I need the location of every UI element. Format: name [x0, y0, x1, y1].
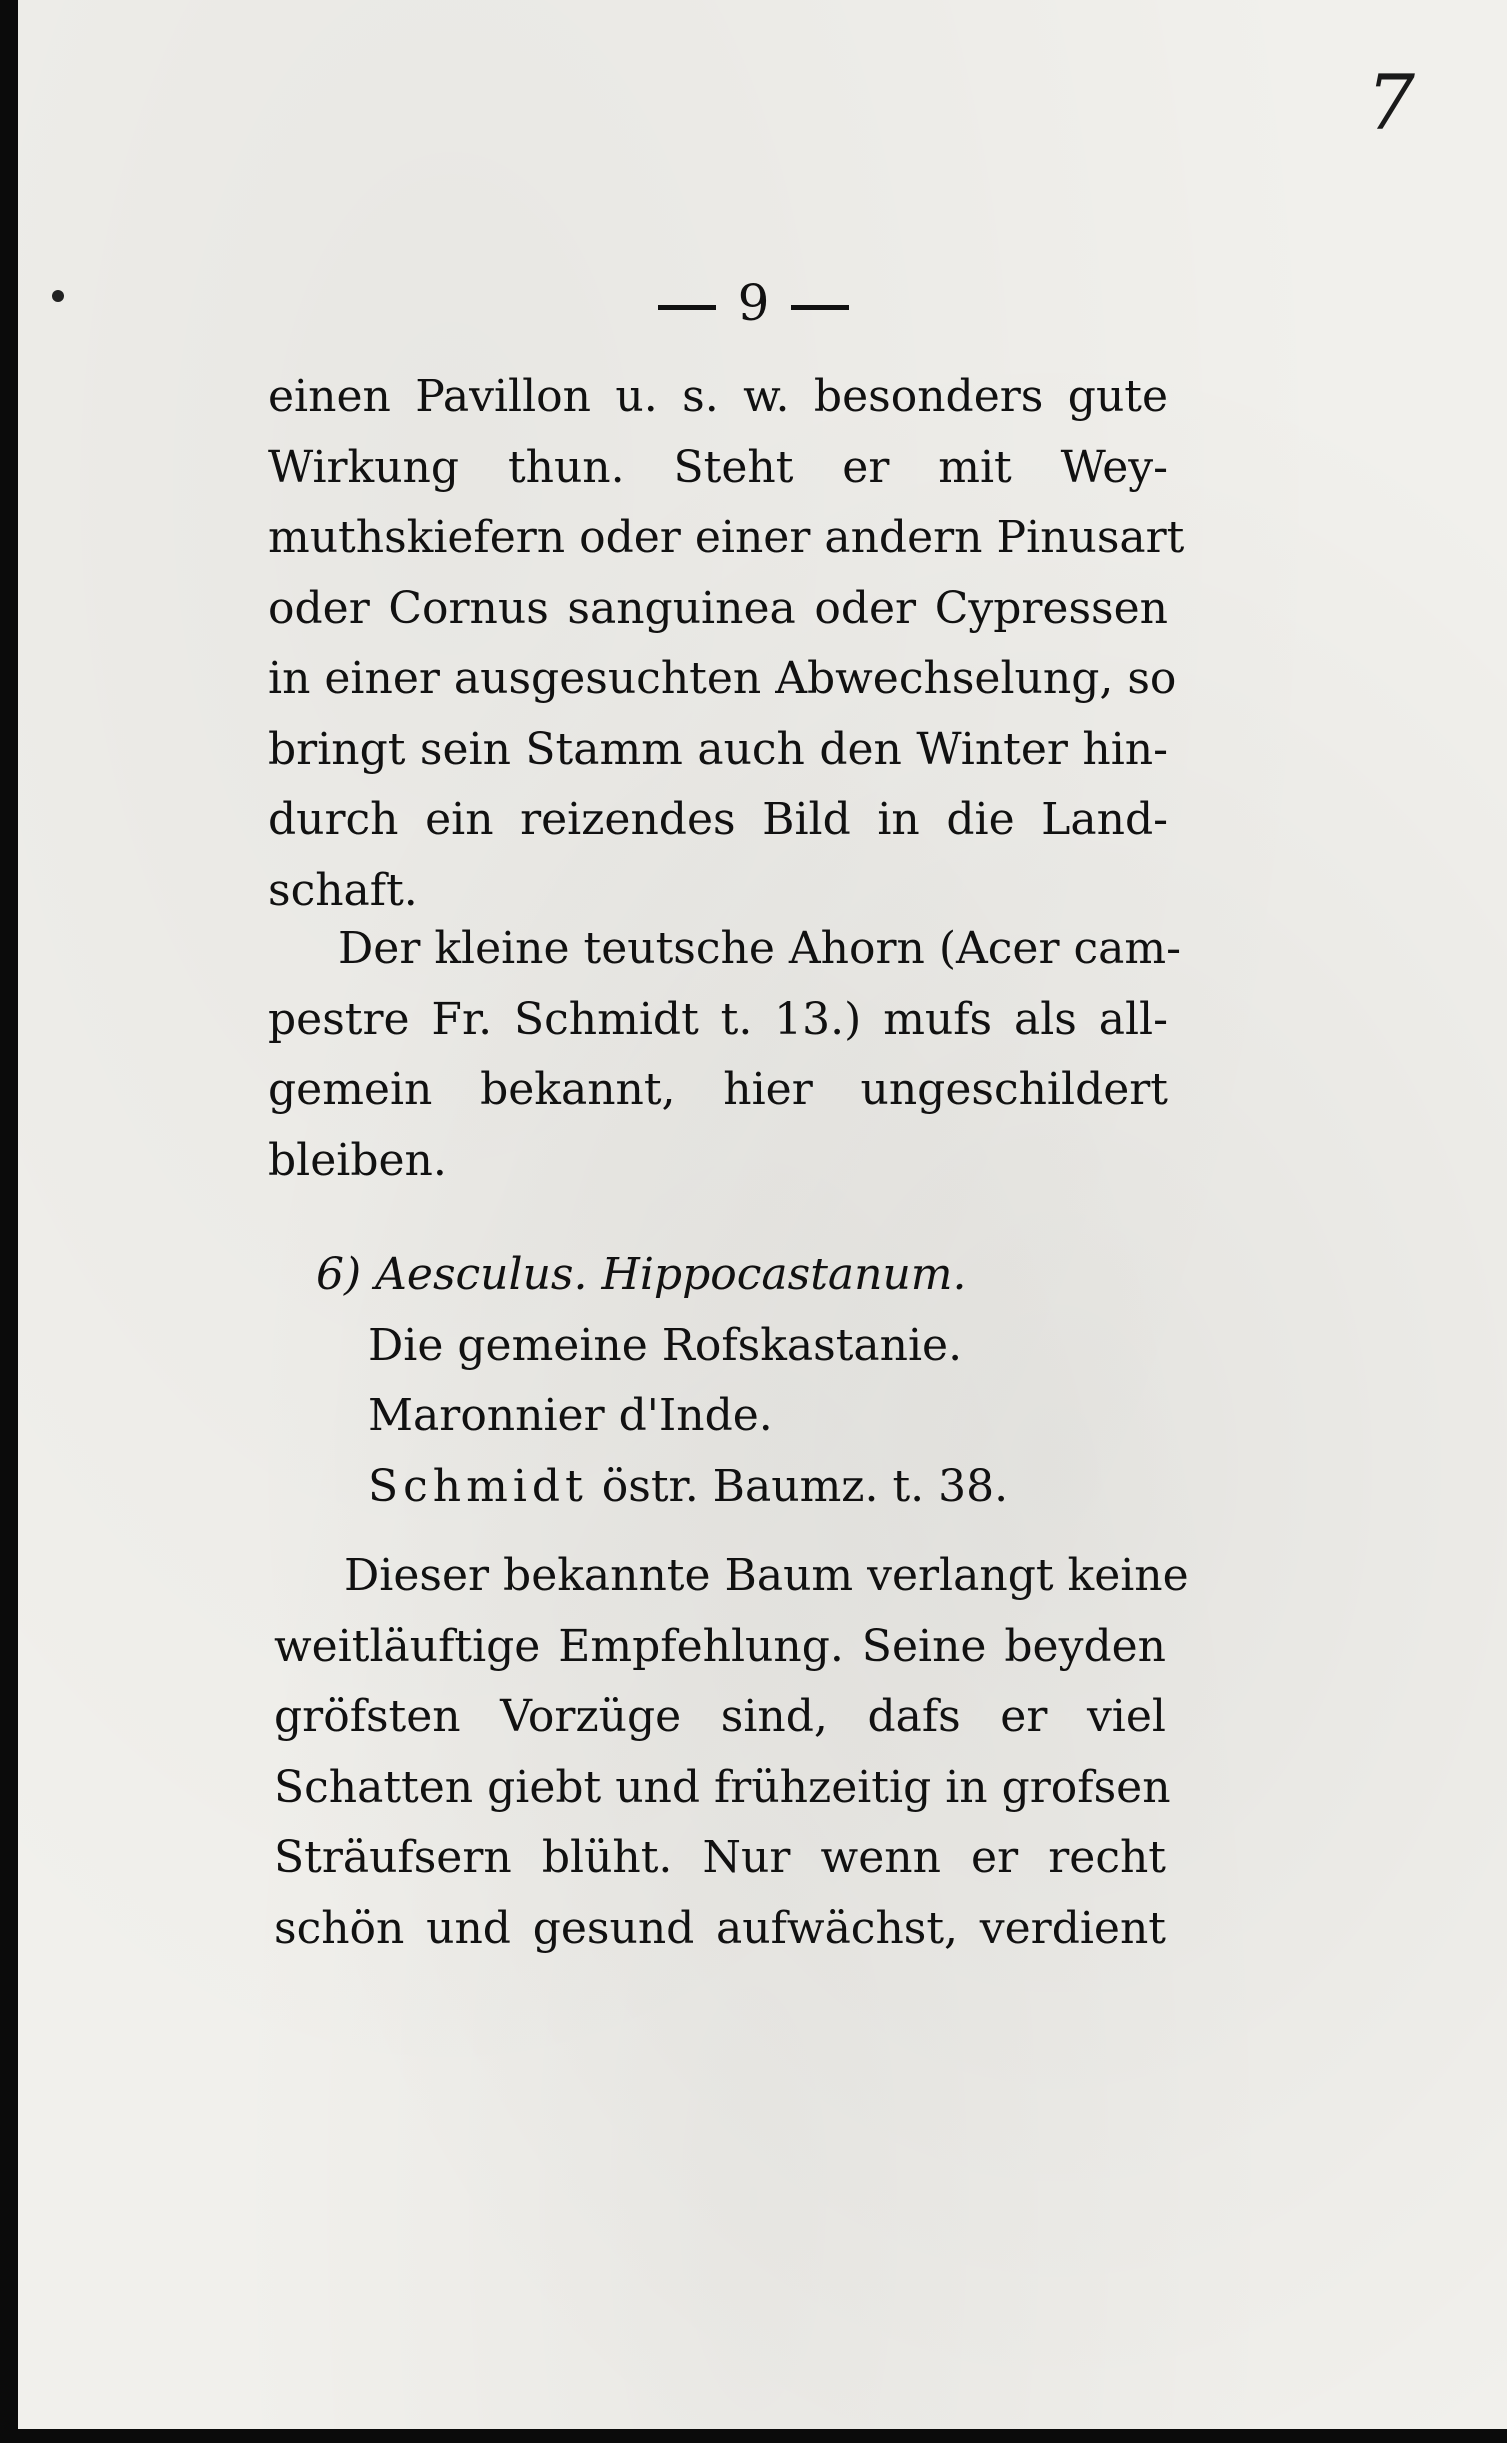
- paragraph-3: [274, 1541, 1189, 1964]
- text-line: in einer ausgesuchten Abwechselung, so: [268, 653, 1177, 704]
- text-line: weitläuftige Empfehlung. Seine beyden: [274, 1620, 1166, 1672]
- species-heading: 6) Aesculus. Hippocastanum.: [316, 1249, 967, 1300]
- text-line: schön und gesund aufwächst, verdient: [274, 1902, 1166, 1954]
- scan-edge-bottom: [0, 2429, 1507, 2443]
- page-header: [0, 268, 1507, 338]
- text-line: bleiben.: [268, 1134, 447, 1186]
- text-line: durch ein reizendes Bild in die Land-: [268, 794, 1168, 845]
- text-line: bringt sein Stamm auch den Winter hin-: [268, 723, 1168, 775]
- text-line: gemein bekannt, hier ungeschildert: [268, 1064, 1168, 1115]
- text-line: pestre Fr. Schmidt t. 13.) mufs als all-: [268, 993, 1168, 1045]
- text-line: Dieser bekannte Baum verlangt keine: [344, 1550, 1189, 1601]
- text-line: Schatten giebt und frühzeitig in grofsen: [274, 1761, 1171, 1813]
- text-line: Der kleine teutsche Ahorn (Acer cam-: [338, 923, 1181, 974]
- reference-author: Schmidt: [368, 1460, 588, 1512]
- species-name-german: Die gemeine Rofskastanie.: [368, 1319, 963, 1371]
- text-line: gröfsten Vorzüge sind, dafs er viel: [274, 1691, 1166, 1742]
- text-line: schaft.: [268, 864, 418, 916]
- reference-detail: östr. Baumz. t. 38.: [587, 1460, 1009, 1512]
- text-line: Wirkung thun. Steht er mit Wey-: [268, 441, 1168, 493]
- text-line: einen Pavillon u. s. w. besonders gute: [268, 371, 1168, 422]
- header-dash-right: [791, 305, 849, 310]
- species-entry: [316, 1240, 1176, 1522]
- page-number: 9: [737, 274, 770, 332]
- paragraph-2: [268, 914, 1181, 1196]
- species-reference: [316, 1452, 1176, 1523]
- text-line: Sträufsern blüht. Nur wenn er recht: [274, 1832, 1166, 1883]
- text-line: oder Cornus sanguinea oder Cypressen: [268, 582, 1168, 634]
- paragraph-1: [268, 362, 1185, 926]
- scan-edge-left: [0, 0, 18, 2443]
- header-dash-left: [658, 305, 716, 310]
- handwritten-page-mark: 7: [1366, 58, 1415, 147]
- species-name-french: Maronnier d'Inde.: [368, 1390, 773, 1441]
- text-line: muthskiefern oder einer andern Pinusart: [268, 512, 1185, 563]
